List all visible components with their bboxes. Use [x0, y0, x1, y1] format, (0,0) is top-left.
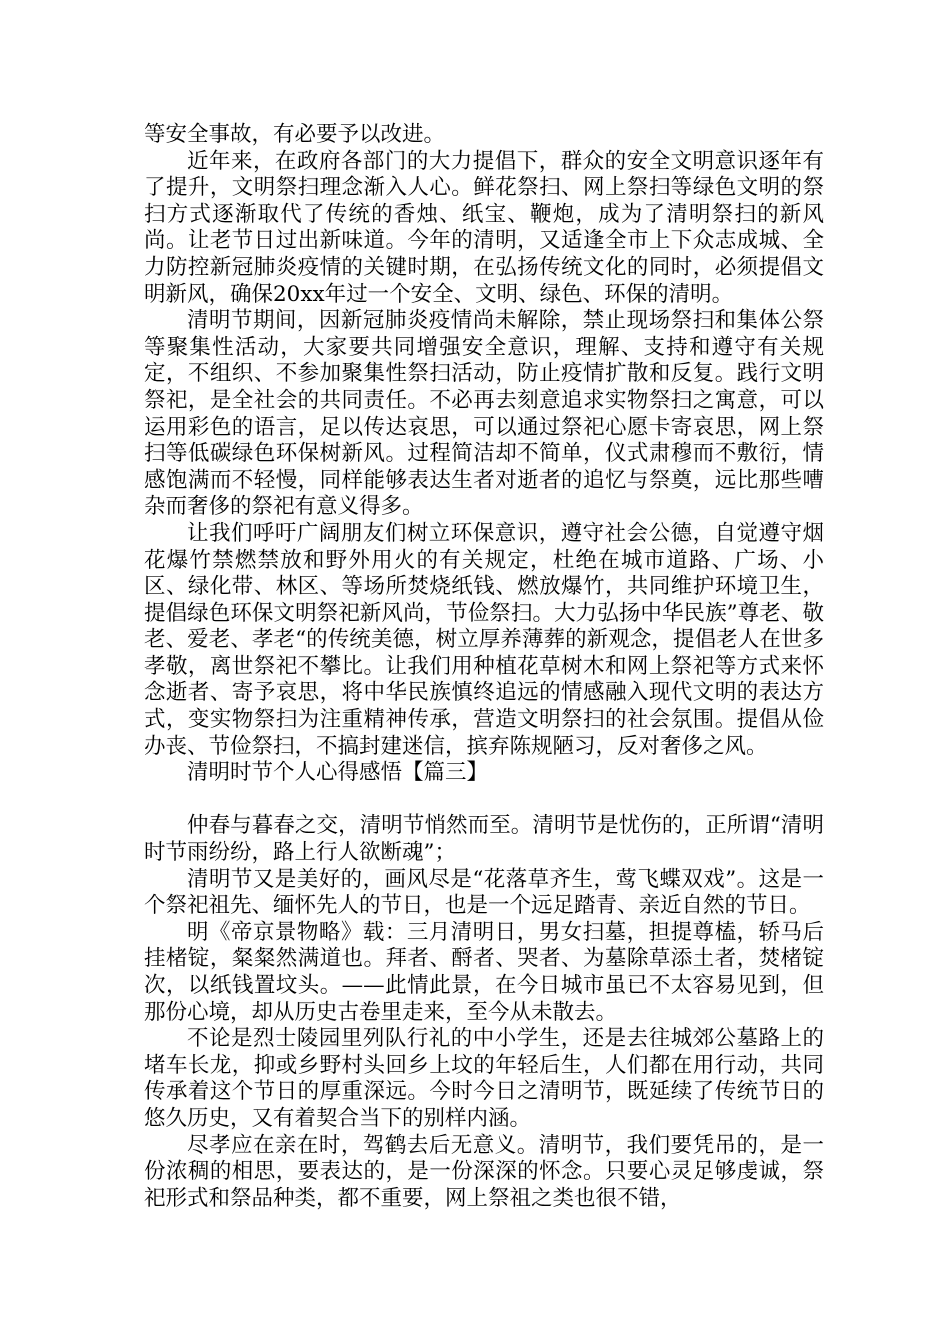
- blank-line: [144, 787, 824, 814]
- paragraph: 近年来，在政府各部门的大力提倡下，群众的安全文明意识逐年有了提升，文明祭扫理念渐入人心。鲜花祭扫、网上祭扫等绿色文明的祭扫方式逐渐取代了传统的香烛、纸宝、鞭炮，成为了清明祭扫的新风尚。让老节日过出新味道。今年的清明，又适逢全市上下众志成城、全力防控新冠肺炎疫情的关键时期，在弘扬传统文化的同时，必须提倡文明新风，确保20xx年过一个安全、文明、绿色、环保的清明。: [144, 148, 824, 307]
- paragraph: 不论是烈士陵园里列队行礼的中小学生，还是去往城郊公墓路上的堵车长龙，抑或乡野村头回乡上坟的年轻后生，人们都在用行动，共同传承着这个节日的厚重深远。今时今日之清明节，既延续了传统节日的悠久历史，又有着契合当下的别样内涵。: [144, 1026, 824, 1131]
- paragraph: 清明节又是美好的，画风尽是“花落草齐生，莺飞蝶双戏”。这是一个祭祀祖先、缅怀先人的节日，也是一个远足踏青、亲近自然的节日。: [144, 866, 824, 919]
- paragraph: 让我们呼吁广阔朋友们树立环保意识，遵守社会公德，自觉遵守烟花爆竹禁燃禁放和野外用火的有关规定，杜绝在城市道路、广场、小区、绿化带、林区、等场所焚烧纸钱、燃放爆竹，共同维护环境卫生，提倡绿色环保文明祭祀新风尚，节俭祭扫。大力弘扬中华民族”尊老、敬老、爱老、孝老“的传统美德，树立厚养薄葬的新观念，提倡老人在世多孝敬，离世祭祀不攀比。让我们用种植花草树木和网上祭祀等方式来怀念逝者、寄予哀思，将中华民族慎终追远的情感融入现代文明的表达方式，变实物祭扫为注重精神传承，营造文明祭扫的社会氛围。提倡从俭办丧、节俭祭扫，不搞封建迷信，摈弃陈规陋习，反对奢侈之风。: [144, 520, 824, 759]
- paragraph-continuation: 等安全事故，有必要予以改进。: [144, 122, 446, 147]
- paragraph: 清明节期间，因新冠肺炎疫情尚未解除，禁止现场祭扫和集体公祭等聚集性活动，大家要共同增强安全意识，理解、支持和遵守有关规定，不组织、不参加聚集性祭扫活动，防止疫情扩散和反复。践行文明祭祀，是全社会的共同责任。不必再去刻意追求实物祭扫之寓意，可以运用彩色的语言，足以传达哀思，可以通过祭祀心愿卡寄哀思，网上祭扫等低碳绿色环保树新风。过程简洁却不简单，仪式肃穆而不敷衍，情感饱满而不轻慢，同样能够表达生者对逝者的追忆与祭奠，远比那些嘈杂而奢侈的祭祀有意义得多。: [144, 308, 824, 520]
- paragraph: 仲春与暮春之交，清明节悄然而至。清明节是忧伤的，正所谓“清明时节雨纷纷，路上行人欲断魂”；: [144, 813, 824, 866]
- document-page: [144, 122, 824, 1212]
- section-title: 清明时节个人心得感悟【篇三】: [187, 760, 489, 786]
- paragraph: 尽孝应在亲在时，驾鹤去后无意义。清明节，我们要凭吊的，是一份浓稠的相思，要表达的，是一份深深的怀念。只要心灵足够虔诚，祭祀形式和祭品种类，都不重要，网上祭祖之类也很不错，: [144, 1132, 824, 1211]
- paragraph: 明《帝京景物略》载：三月清明日，男女扫墓，担提尊榼，轿马后挂楮锭，粲粲然满道也。拜者、酹者、哭者、为墓除草添土者，焚楮锭次，以纸钱置坟头。——此情此景，在今日城市虽已不太容易见到，但那份心境，却从历史古卷里走来，至今从未散去。: [144, 919, 824, 1025]
